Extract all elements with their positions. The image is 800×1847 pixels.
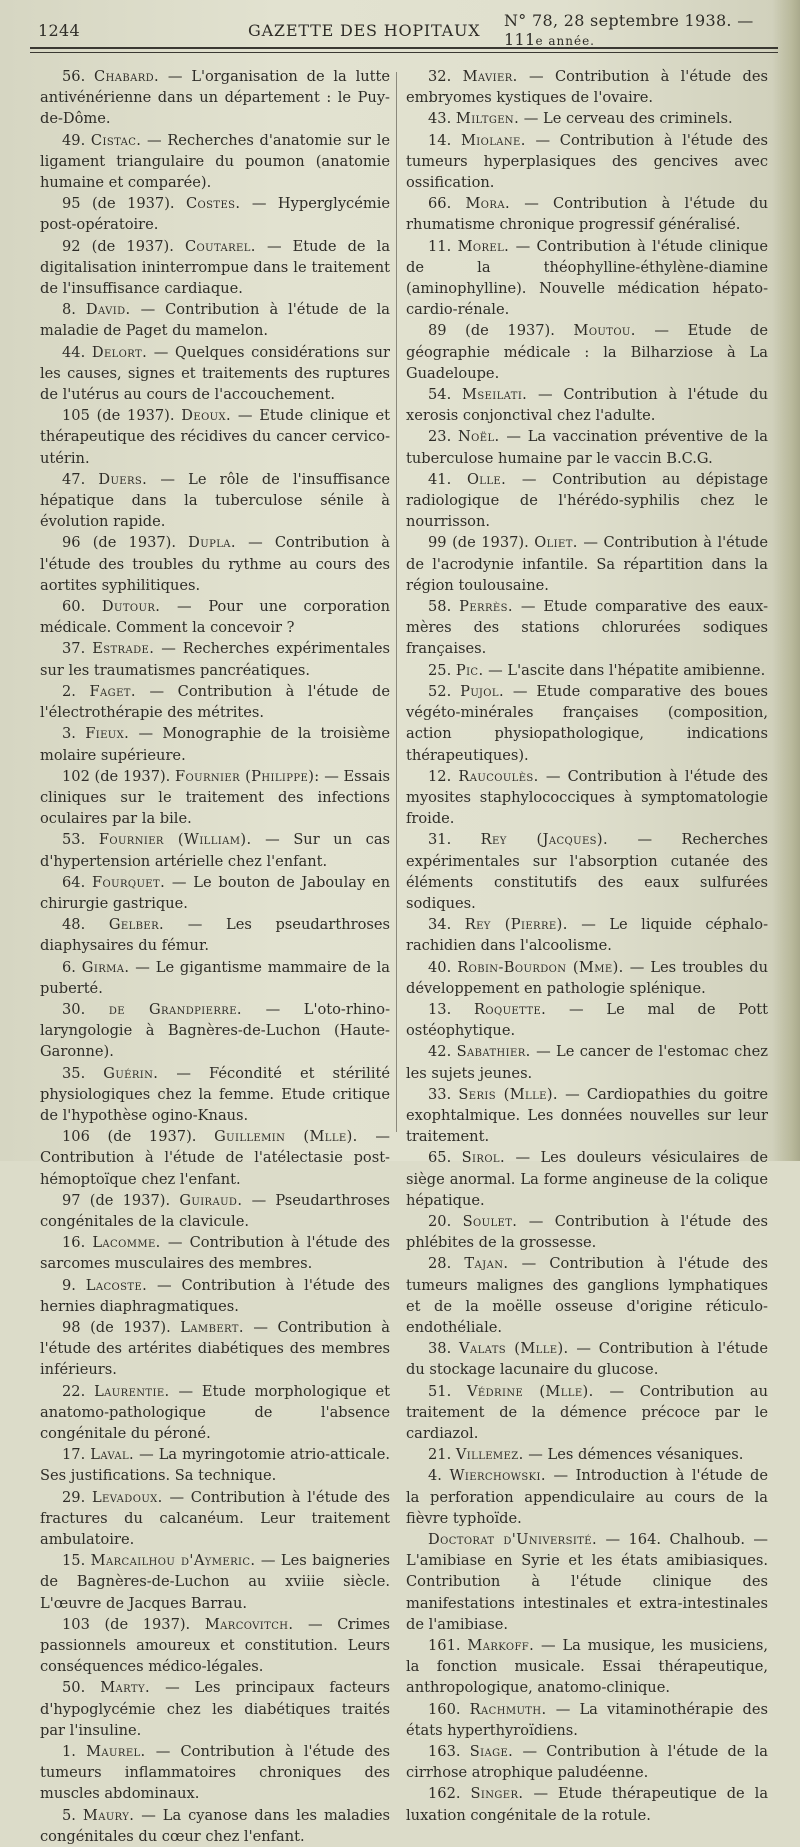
header-rule-thin	[30, 52, 778, 53]
entry-author: Girma.	[81, 958, 130, 976]
entry-author: Fournier (William).	[98, 831, 252, 849]
entry-author: Levadoux.	[91, 1488, 163, 1506]
entry-number: 99 (de 1937).	[428, 534, 529, 552]
thesis-entry	[40, 1677, 390, 1741]
entry-number: 97 (de 1937).	[62, 1191, 171, 1209]
left-column	[40, 66, 390, 1847]
entry-number: 41.	[428, 470, 452, 488]
entry-author: Seris (Mlle).	[458, 1085, 558, 1103]
thesis-entry	[40, 299, 390, 341]
thesis-entry	[406, 1635, 768, 1699]
entry-number: 25.	[428, 661, 452, 679]
thesis-entry	[406, 1465, 768, 1529]
entry-title: — Contribution à l'étude des embryomes kystiques de l'ovaire.	[406, 68, 769, 107]
right-column	[406, 66, 768, 1826]
entry-author: de Grandpierre.	[108, 1000, 242, 1018]
entry-number: 47.	[62, 470, 86, 488]
entry-author: Lacoste.	[85, 1276, 148, 1294]
entry-title: — L'oto-rhino-laryngologie à Bagnères-de-Luchon (Haute-Garonne).	[40, 1000, 391, 1061]
thesis-entry	[40, 1232, 390, 1274]
thesis-entry	[40, 1381, 390, 1445]
entry-number: 35.	[62, 1064, 86, 1082]
thesis-entry	[40, 66, 390, 130]
entry-title: — Le gigantisme mammaire de la puberté.	[40, 958, 390, 997]
entry-author: Estrade.	[92, 640, 155, 658]
entry-number: 34.	[428, 916, 452, 934]
entry-author: Soulet.	[462, 1212, 518, 1230]
header-rule-thick	[30, 47, 778, 49]
entry-title: — Le liquide céphalo-rachidien dans l'alcoolisme.	[406, 916, 769, 955]
thesis-entry	[40, 872, 390, 914]
entry-number: 37.	[62, 640, 86, 658]
entry-number: 28.	[428, 1255, 452, 1273]
thesis-entry	[40, 766, 390, 830]
entry-author: Mora.	[465, 195, 510, 213]
entry-title: — Contribution à l'étude de l'atélectasie post-hémoptoïque chez l'enfant.	[40, 1128, 391, 1188]
thesis-entry	[406, 829, 768, 914]
entry-title: — Les baigneries de Bagnères-de-Luchon au xviiie siècle. L'œuvre de Jacques Barrau.	[40, 1552, 391, 1612]
thesis-entry	[40, 957, 390, 999]
thesis-entry	[40, 1063, 390, 1127]
thesis-entry	[406, 1381, 768, 1445]
thesis-entry	[406, 681, 768, 766]
entry-number: 13.	[428, 1000, 452, 1018]
entry-number: 58.	[428, 598, 452, 616]
thesis-entry	[406, 532, 768, 596]
entry-number: 8.	[62, 301, 76, 319]
thesis-entry	[406, 999, 768, 1041]
entry-number: 40.	[428, 958, 452, 976]
thesis-entry	[40, 1275, 390, 1317]
entry-author: Guiraud.	[179, 1191, 243, 1209]
entry-title: — Contribution à l'étude de l'acrodynie infantile. Sa répartition dans la région toulousaine.	[406, 534, 769, 594]
entry-number: 15.	[62, 1552, 86, 1570]
entry-number: 96 (de 1937).	[62, 534, 177, 552]
thesis-entry	[40, 1805, 390, 1847]
thesis-entry	[406, 660, 768, 681]
entry-title: — Recherches expérimentales sur les traumatismes pancréatiques.	[40, 640, 390, 679]
entry-title: — 164. Chalhoub. — L'amibiase en Syrie et les états amibiasiques. Contribution à l'étude clinique des manifestations intestinales et extra-intestinales de l'amibiase.	[406, 1531, 768, 1633]
thesis-entry	[40, 1614, 390, 1678]
thesis-entry	[406, 914, 768, 956]
entry-title: — Le rôle de l'insuffisance hépatique dans la tuberculose sénile à évolution rapide.	[40, 470, 391, 531]
entry-author: Singer.	[470, 1785, 524, 1803]
entry-number: 43.	[428, 110, 452, 128]
entry-number: 1.	[62, 1743, 76, 1761]
entry-number: 66.	[428, 195, 452, 213]
entry-title: — Quelques considérations sur les causes, signes et traitements des ruptures de l'utérus au cours de l'accouchement.	[40, 343, 391, 404]
entry-author: Siage.	[469, 1743, 514, 1761]
thesis-entry	[406, 1529, 768, 1635]
entry-number: 56.	[62, 68, 86, 85]
entry-author: David.	[85, 301, 131, 319]
entry-author: Fournier (Philippe):	[175, 767, 320, 785]
thesis-entry	[406, 1741, 768, 1783]
entry-title: — Contribution à l'étude des fractures du calcanéum. Leur traitement ambulatoire.	[40, 1488, 391, 1549]
entry-title: — Contribution à l'étude des tumeurs inflammatoires chroniques des muscles abdominaux.	[40, 1743, 391, 1803]
entry-number: 20.	[428, 1212, 452, 1230]
thesis-entry	[406, 1084, 768, 1148]
entry-number: 38.	[428, 1340, 452, 1358]
issue-year-suffix: e année.	[535, 34, 595, 48]
entry-number: 163.	[428, 1743, 461, 1761]
thesis-entry	[406, 1444, 768, 1465]
entry-author: Rey (Jacques).	[480, 831, 609, 849]
entry-title: — Essais cliniques sur le traitement des infections oculaires par la bile.	[40, 767, 391, 828]
thesis-entry	[40, 1741, 390, 1805]
entry-author: Dutour.	[101, 598, 161, 616]
page-number: 1244	[38, 20, 80, 40]
entry-number: 42.	[428, 1043, 452, 1061]
thesis-entry	[406, 193, 768, 235]
entry-title: — Contribution à l'étude des artérites diabétiques des membres inférieurs.	[40, 1318, 390, 1379]
entry-number: 64.	[62, 873, 86, 891]
entry-title: — Etude de la digitalisation ininterrompue dans le traitement de l'insuffisance cardiaque.	[40, 237, 391, 298]
entry-author: Laval.	[90, 1446, 135, 1464]
entry-author: Doctorat d'Université.	[428, 1531, 598, 1549]
thesis-entry	[406, 1699, 768, 1741]
entry-number: 32.	[428, 68, 452, 85]
entry-author: Wierchowski.	[449, 1467, 546, 1485]
entry-author: Miltgen.	[455, 110, 520, 128]
entry-number: 4.	[428, 1467, 442, 1485]
thesis-entry	[40, 596, 390, 638]
entry-title: — Cardiopathies du goitre exophtalmique. Les données nouvelles sur leur traitement.	[406, 1085, 769, 1146]
entry-number: 52.	[428, 682, 452, 700]
entry-author: Coutarel.	[184, 237, 256, 255]
entry-title: — Contribution à l'étude du stockage lacunaire du glucose.	[406, 1340, 769, 1379]
thesis-entry	[40, 1190, 390, 1232]
entry-number: 89 (de 1937).	[428, 322, 555, 340]
entry-number: 160.	[428, 1700, 461, 1718]
entry-number: 12.	[428, 767, 452, 785]
entry-author: Lambert.	[180, 1318, 244, 1336]
entry-number: 65.	[428, 1149, 452, 1167]
entry-number: 11.	[428, 237, 452, 255]
thesis-entry	[406, 596, 768, 660]
thesis-entry	[406, 766, 768, 830]
entry-author: Cistac.	[90, 131, 142, 149]
entry-title: — Hyperglycémie post-opératoire.	[40, 195, 391, 234]
thesis-entry	[406, 469, 768, 533]
thesis-entry	[40, 1487, 390, 1551]
entry-title: — Recherches expérimentales sur l'absorption cutanée des éléments constitutifs des eaux sulfurées sodiques.	[406, 831, 769, 912]
entry-title: — L'organisation de la lutte antivénérienne dans un département : le Puy-de-Dôme.	[40, 68, 390, 128]
entry-title: — Contribution à l'étude des troubles du rythme au cours des aortites syphilitiques.	[40, 534, 391, 594]
entry-author: Oliet.	[534, 534, 578, 552]
column-divider	[396, 72, 397, 1132]
entry-number: 2.	[62, 682, 76, 700]
entry-title: — Fécondité et stérilité physiologiques chez la femme. Etude critique de l'hypothèse ogino-Knaus.	[40, 1064, 390, 1124]
thesis-entry	[40, 469, 390, 533]
entry-number: 5.	[62, 1806, 76, 1824]
entry-author: Pic.	[455, 661, 484, 679]
entry-title: — Contribution à l'étude des hernies diaphragmatiques.	[40, 1276, 391, 1315]
journal-title: GAZETTE DES HOPITAUX	[248, 20, 481, 40]
entry-title: — La musique, les musiciens, la fonction musicale. Essai thérapeutique, anthropologique, anatomo-clinique.	[406, 1637, 769, 1697]
entry-author: Duers.	[98, 470, 148, 488]
entry-number: 3.	[62, 725, 76, 743]
entry-author: Marcailhou d'Aymeric.	[90, 1552, 256, 1570]
entry-number: 16.	[62, 1234, 86, 1252]
entry-author: Noël.	[458, 428, 500, 446]
entry-author: Pujol.	[460, 682, 504, 700]
entry-author: Rachmuth.	[469, 1700, 547, 1718]
entry-number: 22.	[62, 1382, 86, 1400]
entry-number: 14.	[428, 131, 452, 149]
thesis-entry	[40, 829, 390, 871]
entry-title: — Contribution au dépistage radiologique de l'hérédo-syphilis chez le nourrisson.	[406, 470, 769, 531]
entry-title: — Etude comparative des eaux-mères des stations chlorurées sodiques françaises.	[406, 598, 769, 658]
entry-number: 92 (de 1937).	[62, 237, 174, 255]
entry-author: Lacomme.	[92, 1234, 161, 1252]
entry-title: — La myringotomie atrio-atticale. Ses justifications. Sa technique.	[40, 1446, 391, 1485]
thesis-entry	[406, 66, 768, 108]
entry-title: — Contribution à l'étude des tumeurs hyperplasiques des gencives avec ossification.	[406, 131, 768, 192]
entry-number: 60.	[62, 598, 86, 616]
entry-title: — Le mal de Pott ostéophytique.	[406, 1000, 769, 1040]
thesis-entry	[40, 130, 390, 194]
entry-author: Mavier.	[462, 68, 518, 85]
entry-author: Morel.	[457, 237, 510, 255]
entry-title: — Crimes passionnels amoureux et constitution. Leurs conséquences médico-légales.	[40, 1615, 391, 1676]
entry-author: Gelber.	[108, 916, 165, 934]
entry-title: — Les pseudarthroses diaphysaires du fémur.	[40, 916, 390, 955]
thesis-entry	[406, 1783, 768, 1825]
entry-title: — Contribution à l'étude de la maladie de Paget du mamelon.	[40, 301, 390, 340]
thesis-entry	[406, 1253, 768, 1338]
entry-title: — L'ascite dans l'hépatite amibienne.	[488, 661, 766, 679]
thesis-entry	[40, 193, 390, 235]
entry-number: 33.	[428, 1085, 452, 1103]
entry-title: — Pseudarthroses congénitales de la clavicule.	[40, 1191, 390, 1230]
entry-title: — Etude thérapeutique de la luxation congénitale de la rotule.	[406, 1785, 769, 1824]
entry-title: — Etude comparative des boues végéto-minérales françaises (composition, action physiopathologique, indications thérapeutiques).	[406, 682, 769, 764]
entry-author: Faget.	[89, 682, 136, 700]
entry-author: Guérin.	[103, 1064, 159, 1082]
thesis-entry	[40, 532, 390, 596]
thesis-entry	[406, 957, 768, 999]
entry-author: Rey (Pierre).	[464, 916, 568, 934]
entry-author: Delort.	[91, 343, 148, 361]
entry-title: — Le bouton de Jaboulay en chirurgie gastrique.	[40, 873, 390, 912]
entry-author: Marcovitch.	[204, 1615, 294, 1633]
entry-title: — Le cancer de l'estomac chez les sujets jeunes.	[406, 1043, 768, 1082]
entry-title: — Etude clinique et thérapeutique des récidives du cancer cervico-utérin.	[40, 407, 391, 467]
entry-number: 6.	[62, 958, 76, 976]
entry-title: — Etude morphologique et anatomo-pathologique de l'absence congénitale du péroné.	[40, 1382, 391, 1442]
entry-author: Costes.	[185, 195, 241, 213]
entry-author: Sirol.	[461, 1149, 506, 1167]
entry-title: — Contribution à l'étude des tumeurs malignes des ganglions lymphatiques et de la moëlle osseuse d'origine réticulo-endothéliale.	[406, 1255, 769, 1336]
entry-title: — Etude de géographie médicale : la Bilharziose à La Guadeloupe.	[406, 322, 769, 382]
entry-title: — Pour une corporation médicale. Comment la concevoir ?	[40, 598, 391, 637]
entry-author: Fourquet.	[92, 873, 166, 891]
entry-number: 31.	[428, 831, 452, 849]
entry-author: Deoux.	[181, 407, 232, 425]
thesis-entry	[40, 342, 390, 406]
entry-number: 54.	[428, 386, 452, 404]
page-header	[38, 11, 773, 49]
entry-author: Markoff.	[467, 1637, 535, 1655]
entry-title: — Contribution à l'étude du rhumatisme chronique progressif généralisé.	[406, 195, 769, 234]
thesis-entry	[406, 1147, 768, 1211]
thesis-entry	[406, 130, 768, 194]
entry-number: 44.	[62, 343, 86, 361]
thesis-entry	[40, 1126, 390, 1190]
issue-date: N° 78, 28 septembre 1938. — 111	[504, 11, 754, 49]
issue-info	[504, 11, 773, 49]
entry-number: 95 (de 1937).	[62, 195, 175, 213]
entry-number: 9.	[62, 1276, 76, 1294]
entry-title: — Contribution à l'étude de l'électrothérapie des métrites.	[40, 682, 390, 722]
thesis-entry	[40, 638, 390, 680]
thesis-entry	[40, 1444, 390, 1486]
entry-number: 48.	[62, 916, 86, 934]
entry-title: — Contribution à l'étude clinique de la théophylline-éthylène-diamine (aminophylline). Nouvelle médication hépato-cardio-rénale.	[406, 237, 769, 319]
entry-number: 17.	[62, 1446, 86, 1464]
entry-title: — Les principaux facteurs d'hypoglycémie chez les diabétiques traités par l'insuline.	[40, 1679, 390, 1739]
entry-number: 51.	[428, 1382, 452, 1400]
entry-title: — Les douleurs vésiculaires de siège anormal. La forme angineuse de la colique hépatique.	[406, 1149, 769, 1209]
entry-title: — Contribution à l'étude des myosites staphylococciques à symptomatologie froide.	[406, 767, 769, 828]
entry-author: Chabard.	[94, 68, 160, 85]
entry-author: Raucoulès.	[458, 767, 539, 785]
thesis-entry	[406, 384, 768, 426]
entry-number: 29.	[62, 1488, 86, 1506]
entry-title: — Contribution à l'étude du xerosis conjonctival chez l'adulte.	[406, 386, 769, 425]
thesis-entry	[406, 108, 768, 129]
entry-title: — Les démences vésaniques.	[528, 1446, 744, 1464]
entry-number: 105 (de 1937).	[62, 407, 175, 425]
entry-author: Maurel.	[86, 1743, 146, 1761]
entry-title: — La vitaminothérapie des états hyperthyroïdiens.	[406, 1700, 769, 1739]
thesis-entry	[406, 1041, 768, 1083]
entry-author: Dupla.	[188, 534, 236, 552]
entry-number: 106 (de 1937).	[62, 1128, 197, 1146]
entry-author: Guillemin (Mlle).	[214, 1128, 358, 1146]
thesis-entry	[40, 681, 390, 723]
entry-author: Fieux.	[85, 725, 130, 743]
entry-title: — Les troubles du développement en pathologie splénique.	[406, 958, 769, 997]
entry-author: Villemez.	[455, 1446, 524, 1464]
entry-author: Robin-Bourdon (Mme).	[457, 958, 624, 976]
thesis-entry	[406, 426, 768, 468]
entry-number: 162.	[428, 1785, 461, 1803]
entry-author: Roquette.	[474, 1000, 547, 1018]
thesis-entry	[40, 1550, 390, 1614]
entry-title: — Contribution à l'étude des phlébites de la grossesse.	[406, 1212, 769, 1252]
entry-title: — La vaccination préventive de la tuberculose humaine par le vaccin B.C.G.	[406, 428, 768, 467]
entry-number: 103 (de 1937).	[62, 1615, 191, 1633]
entry-author: Védrine (Mlle).	[466, 1382, 594, 1400]
thesis-entry	[406, 1211, 768, 1253]
entry-author: Tajan.	[464, 1255, 509, 1273]
entry-number: 98 (de 1937).	[62, 1318, 171, 1336]
thesis-entry	[40, 236, 390, 300]
entry-number: 53.	[62, 831, 86, 849]
entry-number: 50.	[62, 1679, 86, 1697]
entry-author: Sabathier.	[456, 1043, 531, 1061]
thesis-entry	[40, 723, 390, 765]
entry-number: 161.	[428, 1637, 461, 1655]
entry-author: Valats (Mlle).	[459, 1340, 569, 1358]
thesis-entry	[406, 236, 768, 321]
entry-author: Perrès.	[459, 598, 513, 616]
entry-author: Miolane.	[460, 131, 526, 149]
entry-number: 102 (de 1937).	[62, 767, 171, 785]
thesis-entry	[406, 320, 768, 384]
entry-number: 21.	[428, 1446, 452, 1464]
entry-author: Marty.	[100, 1679, 151, 1697]
entry-number: 30.	[62, 1000, 86, 1018]
thesis-entry	[406, 1338, 768, 1380]
thesis-entry	[40, 405, 390, 469]
entry-title: — Monographie de la troisième molaire supérieure.	[40, 725, 391, 764]
entry-number: 23.	[428, 428, 452, 446]
entry-title: — Recherches d'anatomie sur le ligament triangulaire du poumon (anatomie humaine et comparée).	[40, 131, 391, 192]
entry-title: — Introduction à l'étude de la perforation appendiculaire au cours de la fièvre typhoïde.	[406, 1467, 768, 1527]
entry-title: — Sur un cas d'hypertension artérielle chez l'enfant.	[40, 831, 391, 870]
page-edge-shadow	[772, 0, 800, 1161]
thesis-entry	[40, 914, 390, 956]
entry-title: — Contribution à l'étude des sarcomes musculaires des membres.	[40, 1234, 390, 1273]
entry-title: — Contribution au traitement de la démence précoce par le cardiazol.	[406, 1382, 768, 1442]
entry-author: Maury.	[82, 1806, 135, 1824]
thesis-entry	[40, 999, 390, 1063]
entry-title: — La cyanose dans les maladies congénitales du cœur chez l'enfant.	[40, 1806, 390, 1845]
entry-author: Olle.	[466, 470, 507, 488]
entry-title: — Contribution à l'étude de la cirrhose atrophique paludéenne.	[406, 1743, 769, 1782]
thesis-entry	[40, 1317, 390, 1381]
entry-author: Mseilati.	[462, 386, 528, 404]
entry-author: Moutou.	[573, 322, 636, 340]
entry-title: — Le cerveau des criminels.	[523, 110, 733, 128]
entry-number: 49.	[62, 131, 86, 149]
entry-author: Laurentie.	[94, 1382, 170, 1400]
